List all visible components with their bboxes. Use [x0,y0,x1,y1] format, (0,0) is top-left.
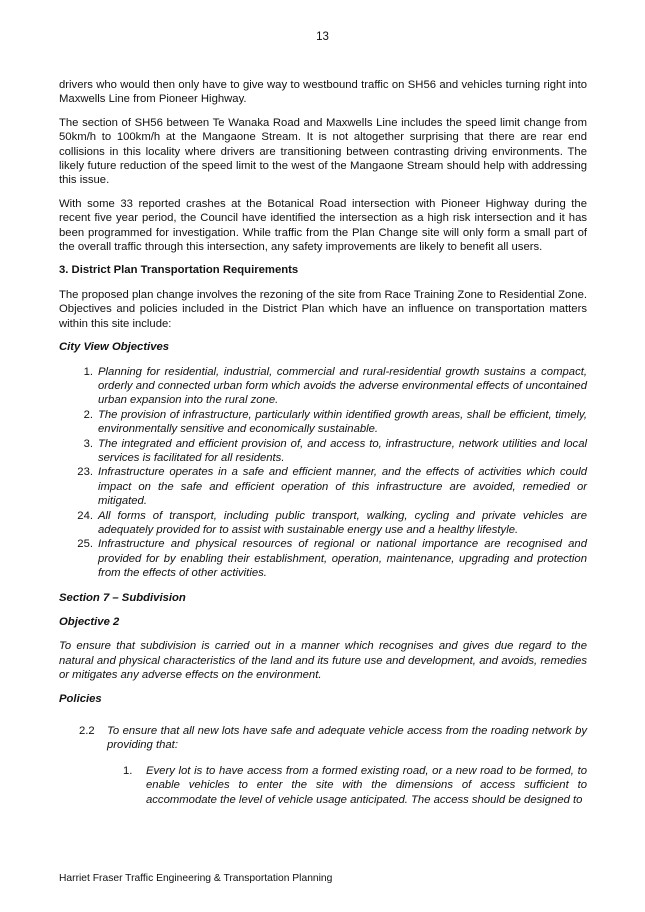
section-intro: The proposed plan change involves the rezoning of the site from Race Training Zone to Residential Zone. Objectives and policies included in the District Plan which have an influence on transportation matters within this site include: [59,288,587,330]
sub-item-number: 1. [123,764,133,777]
list-number: 25. [77,538,93,551]
policies-heading: Policies [59,692,102,705]
objective-heading: Objective 2 [59,616,120,628]
list-item [59,408,587,437]
list-number: 2. [83,408,93,421]
sub-item-text: Every lot is to have access from a formed existing road, or a new road to be formed, to enable vehicles to enter the site with the dimensions of access sufficient to accommodate the level of vehicle usage anticipated. The access should be designed to [146,764,587,806]
page-number: 13 [316,31,329,43]
policy-number: 2.2 [79,725,95,738]
section7-heading: Section 7 – Subdivision [59,591,186,604]
list-text: All forms of transport, including public transport, walking, cycling and private vehicles are adequately provided for to assist with sustainable energy use and a healthy lifestyle. [98,509,587,536]
page-footer: Harriet Fraser Traffic Engineering & Transportation Planning [59,873,333,884]
list-text: The provision of infrastructure, particularly within identified growth areas, shall be efficient, timely, environmentally sensitive and economically sustainable. [98,408,587,436]
list-item [59,537,587,580]
list-item [59,465,587,508]
list-text: Infrastructure and physical resources of regional or national importance are recognised and provided for by enabling their establishment, operation, maintenance, upgrading and protection from the effects of other activities. [98,538,587,580]
list-item [59,509,587,538]
paragraph: drivers who would then only have to give way to westbound traffic on SH56 and vehicles turning right into Maxwells Line from Pioneer Highway. [59,79,587,106]
paragraph: With some 33 reported crashes at the Botanical Road intersection with Pioneer Highway during the recent five year period, the Council have identified the intersection as a high risk intersection and it has been programmed for investigation. While traffic from the Plan Change site will only form a small part of the overall traffic through this intersection, any safety improvements are likely to benefit all users. [59,197,587,254]
list-number: 3. [83,437,93,450]
list-number: 1. [83,365,93,378]
paragraph: The section of SH56 between Te Wanaka Road and Maxwells Line includes the speed limit change from 50km/h to 100km/h at the Mangaone Stream. It is not altogether surprising that there are rear end collisions in this locality where drivers are transitioning between contrasting driving environments. The likely future reduction of the speed limit to the west of the Mangaone Stream should help with addressing this issue. [59,116,587,187]
city-view-heading: City View Objectives [59,341,170,354]
list-number: 23. [77,466,93,479]
policy-item [59,724,587,753]
list-item [59,437,587,466]
list-number: 24. [77,509,93,522]
page-content [59,78,587,807]
section-heading: 3. District Plan Transportation Requirements [59,264,299,277]
list-text: The integrated and efficient provision of, and access to, infrastructure, network utilities and local services is facilitated for all residents. [98,437,587,464]
objective-text: To ensure that subdivision is carried out in a manner which recognises and gives due regard to the natural and physical characteristics of the land and its future use and development, and avoids, remedies or mitigates any adverse effects on the environment. [59,640,587,682]
list-text: Infrastructure operates in a safe and efficient manner, and the effects of activities which could impact on the safe and efficient operation of this infrastructure are avoided, remedied or mitigated. [98,466,587,508]
objective-list [59,365,587,581]
policy-sub-item [59,764,587,807]
policy-text: To ensure that all new lots have safe and adequate vehicle access from the roading network by providing that: [107,725,587,752]
list-text: Planning for residential, industrial, commercial and rural-residential growth sustains a compact, orderly and connected urban form which avoids the adverse environmental effects of uncontained urban expansion into the rural zone. [98,365,587,407]
list-item [59,365,587,408]
